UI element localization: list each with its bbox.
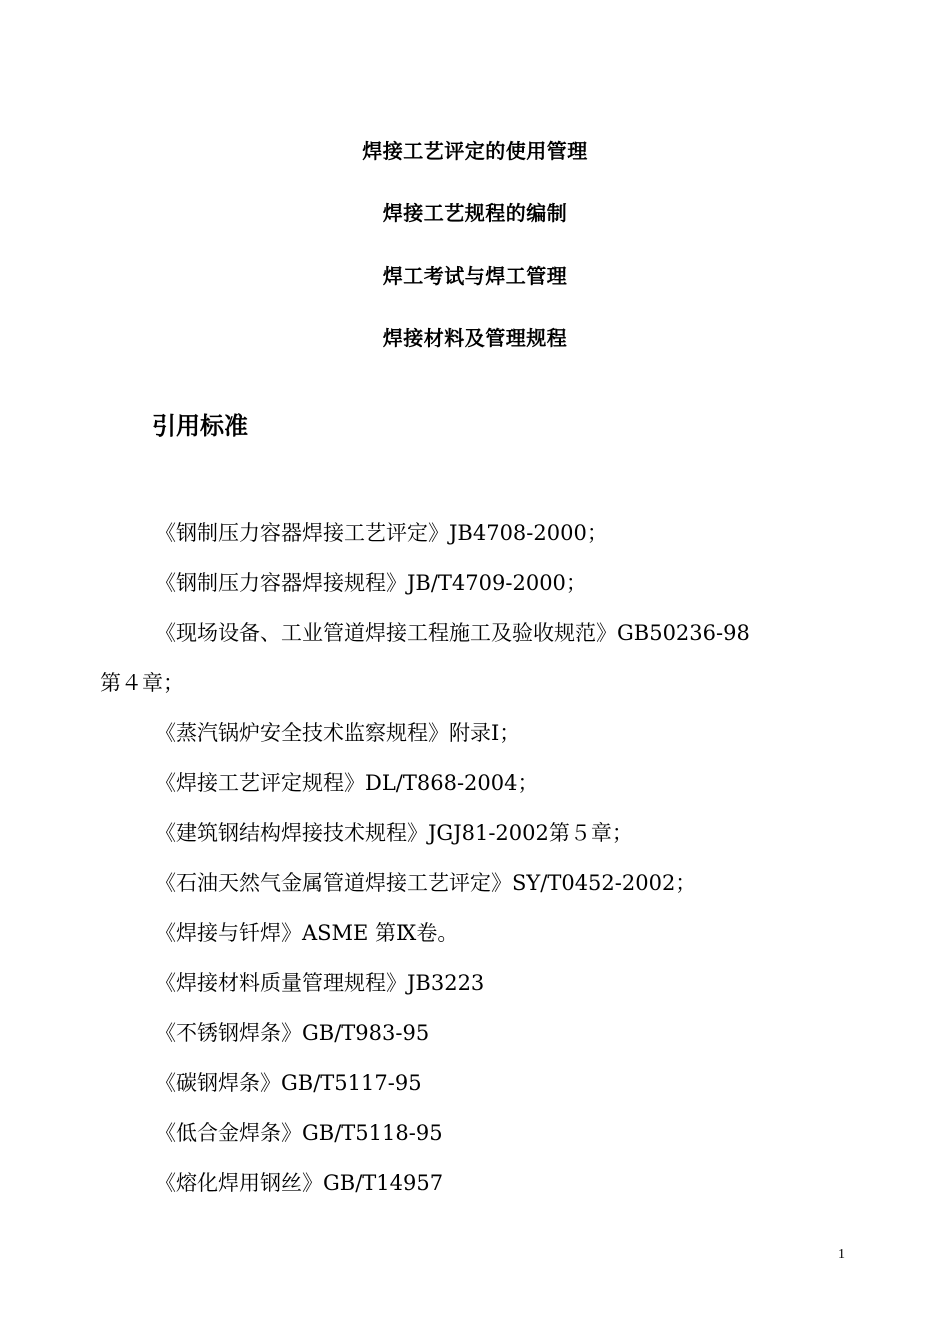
reference-item: 《石油天然气金属管道焊接工艺评定》SY/T0452-2002；: [155, 871, 697, 895]
reference-item: 《碳钢焊条》GB/T5117-95: [155, 1071, 422, 1095]
reference-item: 《焊接与钎焊》ASME 第Ⅸ卷。: [155, 921, 459, 945]
reference-item: 《低合金焊条》GB/T5118-95: [155, 1121, 443, 1145]
reference-item: 《现场设备、工业管道焊接工程施工及验收规范》GB50236-98: [155, 621, 750, 645]
reference-item-continuation: 第４章；: [100, 671, 184, 695]
reference-item: 《熔化焊用钢丝》GB/T14957: [155, 1171, 444, 1195]
reference-item: 《不锈钢焊条》GB/T983-95: [155, 1021, 430, 1045]
reference-item: 《焊接材料质量管理规程》JB3223: [155, 971, 485, 995]
reference-item: 《建筑钢结构焊接技术规程》JGJ81-2002第５章；: [155, 821, 633, 845]
toc-item-welding-materials: 焊接材料及管理规程: [382, 326, 568, 350]
reference-list: [100, 508, 860, 1208]
reference-item: 《钢制压力容器焊接工艺评定》JB4708-2000；: [155, 521, 608, 545]
section-heading-referenced-standards: 引用标准: [152, 412, 248, 440]
reference-item: 《钢制压力容器焊接规程》JB/T4709-2000；: [155, 571, 587, 595]
toc-item-welder-testing: 焊工考试与焊工管理: [382, 264, 568, 288]
reference-item: 《焊接工艺评定规程》DL/T868-2004；: [155, 771, 539, 795]
page-number: 1: [838, 1247, 845, 1262]
reference-item: 《蒸汽锅炉安全技术监察规程》附录Ⅰ；: [155, 721, 521, 745]
toc-item-procedure-specification: 焊接工艺规程的编制: [382, 201, 568, 225]
toc-item-procedure-qualification: 焊接工艺评定的使用管理: [362, 139, 588, 163]
